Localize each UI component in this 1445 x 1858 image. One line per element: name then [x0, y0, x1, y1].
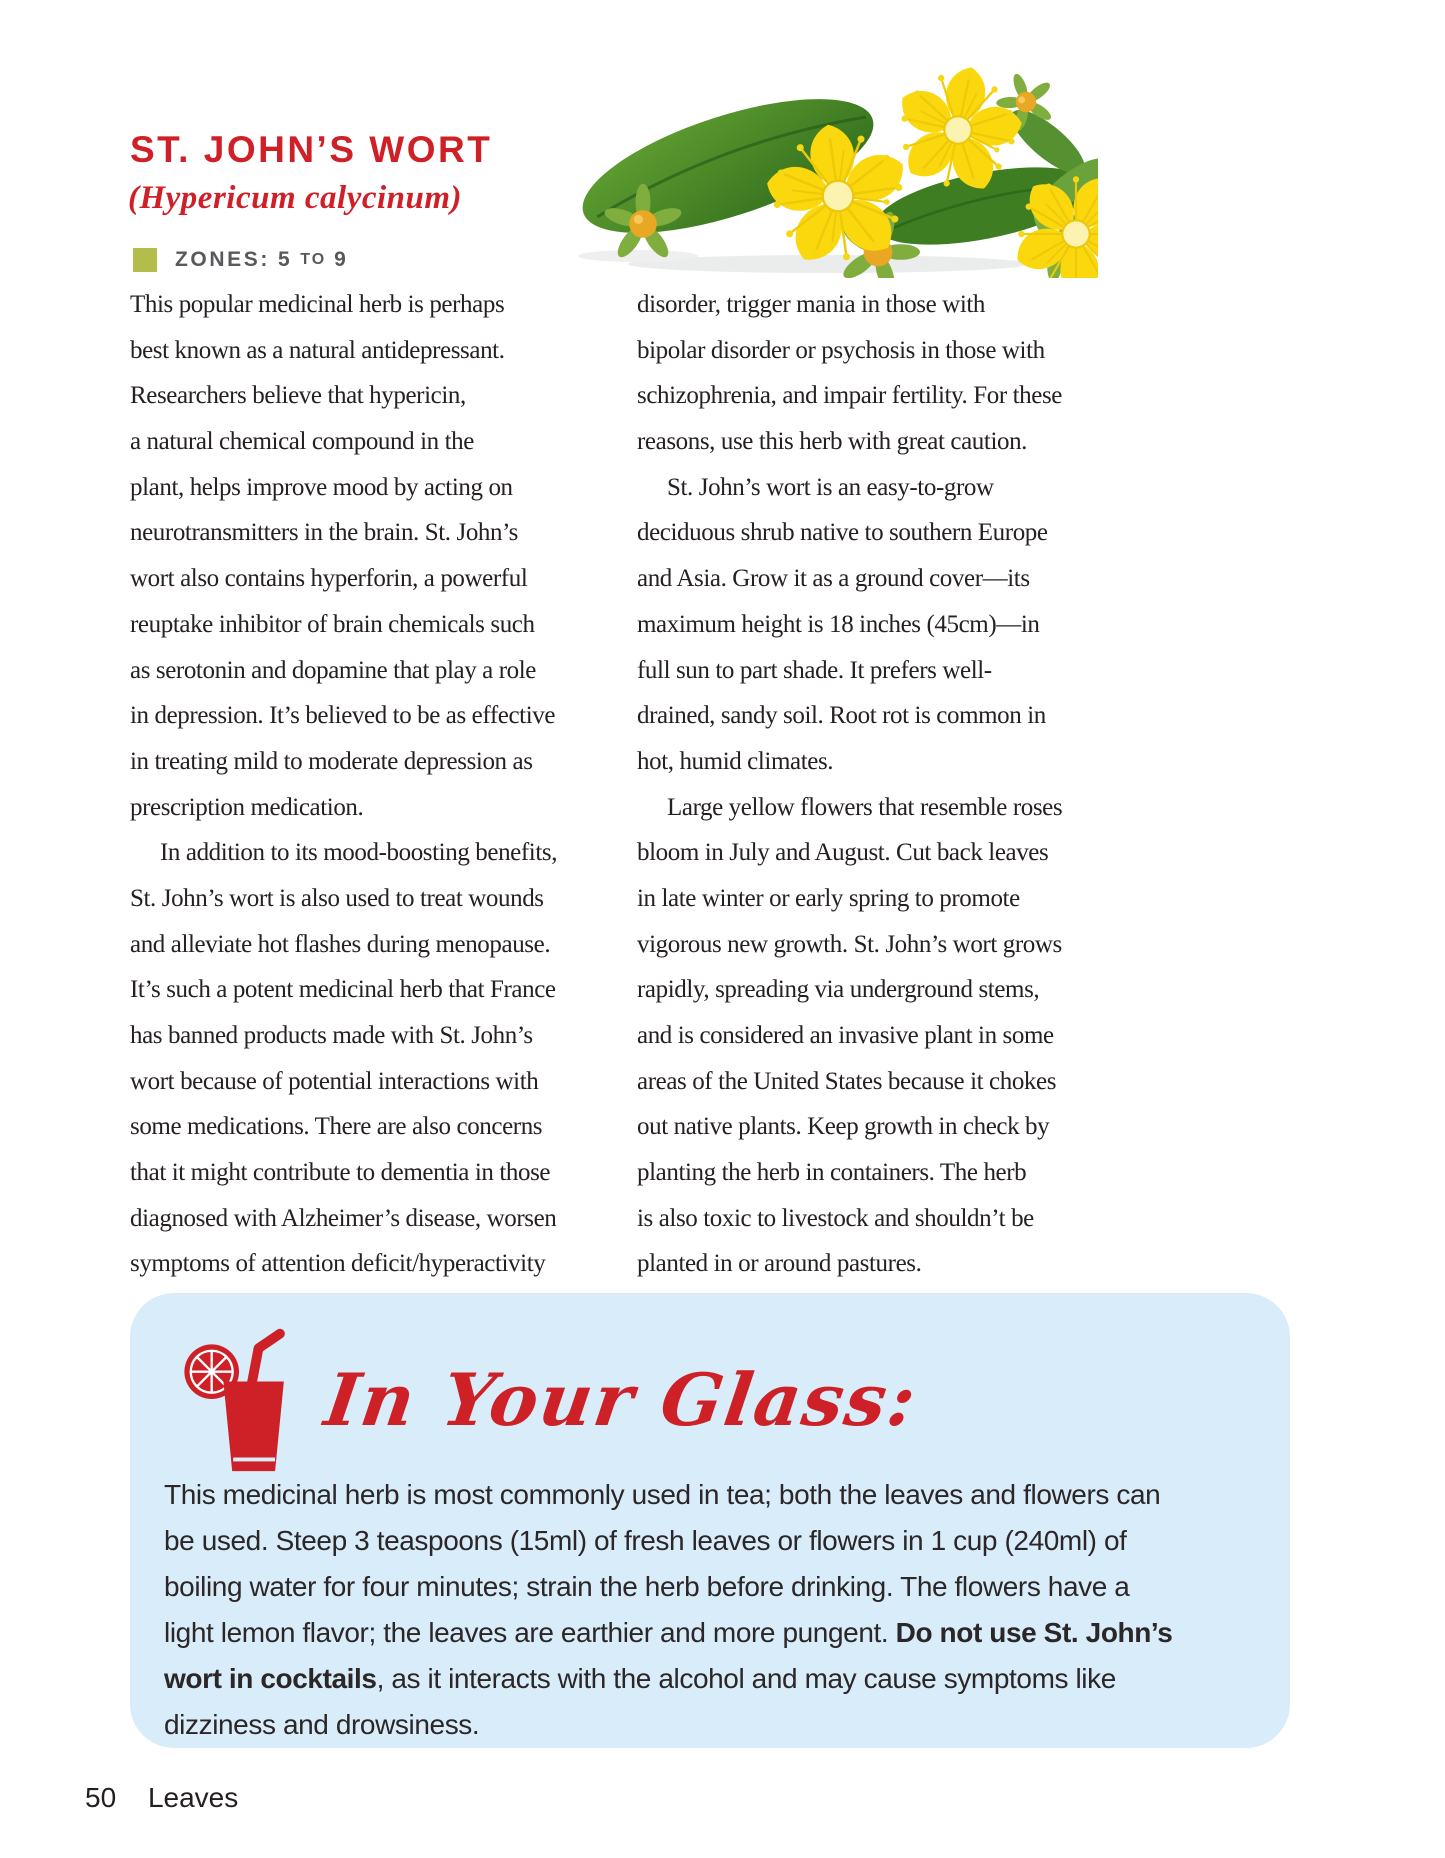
- text-line: bipolar disorder or psychosis in those with: [637, 336, 1045, 364]
- text-line: and alleviate hot flashes during menopause.: [130, 930, 551, 958]
- text-line: is also toxic to livestock and shouldn’t be: [637, 1204, 1034, 1232]
- text-line: wort also contains hyperforin, a powerful: [130, 565, 528, 593]
- text-line: Large yellow flowers that resemble roses: [667, 793, 1063, 821]
- page-title: ST. JOHN’S WORT: [130, 129, 493, 170]
- latin-name: (Hypericum calycinum): [128, 180, 463, 216]
- text-line: wort because of potential interactions with: [130, 1067, 539, 1095]
- glass-box-header: [180, 1321, 923, 1477]
- box-text-line: dizziness and drowsiness.: [164, 1709, 480, 1740]
- zones-value-low: 5: [277, 248, 293, 271]
- text-line: deciduous shrub native to southern Europe: [637, 519, 1048, 547]
- zones-bullet-square: [133, 248, 157, 272]
- text-line: areas of the United States because it chokes: [637, 1067, 1057, 1095]
- article-column-1: [130, 282, 637, 1287]
- in-your-glass-box: [130, 1293, 1290, 1748]
- text-line: drained, sandy soil. Root rot is common in: [637, 702, 1046, 730]
- text-line: full sun to part shade. It prefers well-: [637, 656, 992, 684]
- text-line: some medications. There are also concerns: [130, 1113, 543, 1141]
- text-line: Researchers believe that hypericin,: [130, 382, 466, 410]
- text-line: maximum height is 18 inches (45cm)—in: [637, 610, 1040, 638]
- text-line: plant, helps improve mood by acting on: [130, 473, 513, 501]
- flower-photo: [528, 44, 1098, 278]
- article-column-2: [637, 282, 1144, 1287]
- section-name: Leaves: [147, 1782, 239, 1813]
- text-line: and Asia. Grow it as a ground cover—its: [637, 565, 1030, 593]
- box-text-line: This medicinal herb is most commonly used in tea; both the leaves and flowers can: [164, 1479, 1161, 1510]
- zones-value-high: 9: [334, 248, 349, 271]
- text-line: prescription medication.: [130, 793, 364, 821]
- zones-to: TO: [300, 251, 327, 268]
- text-line: in treating mild to moderate depression as: [130, 747, 533, 775]
- text-line: symptoms of attention deficit/hyperactivity: [130, 1250, 546, 1278]
- text-line: St. John’s wort is an easy-to-grow: [667, 473, 994, 501]
- text-line: that it might contribute to dementia in those: [130, 1159, 551, 1187]
- box-text-line: light lemon flavor; the leaves are earthier and more pungent. Do not use St. John’s: [164, 1617, 1173, 1648]
- text-line: This popular medicinal herb is perhaps: [130, 291, 505, 318]
- box-text-line: boiling water for four minutes; strain the herb before drinking. The flowers have a: [164, 1571, 1130, 1602]
- text-line: in depression. It’s believed to be as effective: [130, 702, 556, 730]
- text-line: a natural chemical compound in the: [130, 428, 474, 456]
- text-line: reasons, use this herb with great caution.: [637, 428, 1028, 456]
- glass-box-body: [164, 1472, 1172, 1748]
- text-line: It’s such a potent medicinal herb that France: [130, 976, 556, 1004]
- page-number: 50: [85, 1782, 117, 1813]
- box-text-line: wort in cocktails, as it interacts with the alcohol and may cause symptoms like: [164, 1663, 1116, 1694]
- text-line: planting the herb in containers. The herb: [637, 1159, 1027, 1187]
- text-line: and is considered an invasive plant in some: [637, 1022, 1054, 1049]
- text-line: best known as a natural antidepressant.: [130, 336, 505, 364]
- text-line: as serotonin and dopamine that play a role: [130, 656, 536, 684]
- text-line: rapidly, spreading via underground stems,: [637, 976, 1040, 1004]
- page-footer: [85, 1782, 238, 1814]
- zones-label: ZONES:: [175, 248, 270, 271]
- text-line: vigorous new growth. St. John’s wort grows: [637, 930, 1062, 958]
- text-line: schizophrenia, and impair fertility. For these: [637, 382, 1062, 410]
- text-line: diagnosed with Alzheimer’s disease, worsen: [130, 1204, 557, 1232]
- text-line: has banned products made with St. John’s: [130, 1022, 533, 1049]
- text-line: planted in or around pastures.: [637, 1250, 922, 1278]
- text-line: out native plants. Keep growth in check by: [637, 1113, 1050, 1141]
- box-text-line: be used. Steep 3 teaspoons (15ml) of fresh leaves or flowers in 1 cup (240ml) of: [164, 1525, 1127, 1556]
- glass-box-heading: In Your Glass:: [320, 1356, 923, 1442]
- text-line: reuptake inhibitor of brain chemicals such: [130, 610, 535, 638]
- text-line: in late winter or early spring to promote: [637, 884, 1020, 912]
- text-line: bloom in July and August. Cut back leaves: [637, 839, 1049, 867]
- text-line: In addition to its mood-boosting benefits,: [160, 839, 558, 867]
- text-line: neurotransmitters in the brain. St. John’s: [130, 519, 519, 547]
- text-line: disorder, trigger mania in those with: [637, 291, 986, 318]
- text-line: hot, humid climates.: [637, 747, 834, 775]
- straw-icon: [251, 1334, 280, 1390]
- cocktail-drink-icon: [180, 1321, 298, 1477]
- zones-row: [133, 248, 348, 272]
- text-line: St. John’s wort is also used to treat wounds: [130, 884, 544, 912]
